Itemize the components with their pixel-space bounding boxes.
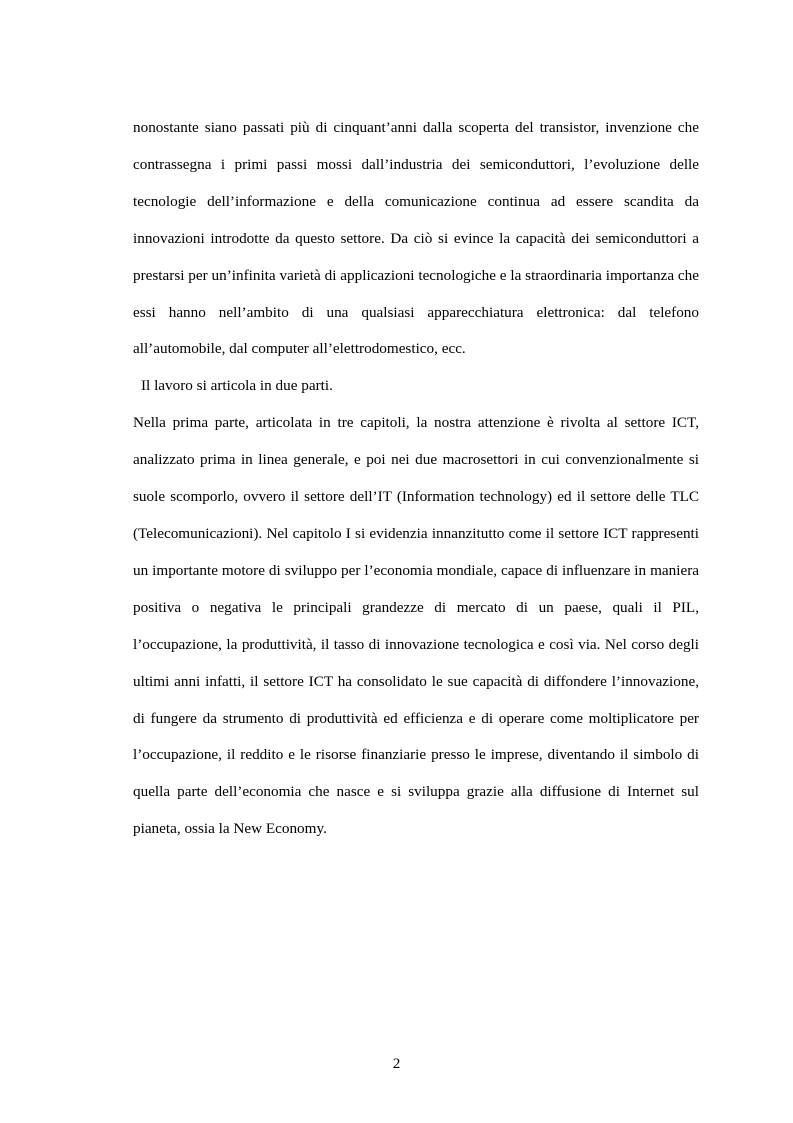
page-number: 2 [392,1055,401,1072]
paragraph-first-part: Nella prima parte, articolata in tre capitoli, la nostra attenzione è rivolta al settore ICT, analizzato prima in linea generale, e poi nei due macrosettori in cui convenzionalmente si suole scomporlo, ovvero il settore dell’IT (Information technology) ed il settore delle TLC (Telecomunicazioni). Nel capitolo I si evidenzia innanzitutto come il settore ICT rappresenti un importante motore di sviluppo per l’economia mondiale, capace di influenzare in maniera positiva o negativa le principali grandezze di mercato di un paese, quali il PIL, l’occupazione, la produttività, il tasso di innovazione tecnologica e così via. Nel corso degli ultimi anni infatti, il settore ICT ha consolidato le sue capacità di diffondere l’innovazione, di fungere da strumento di produttività ed efficienza e di operare come moltiplicatore per l’occupazione, il reddito e le risorse finanziarie presso le imprese, diventando il simbolo di quella parte dell’economia che nasce e si sviluppa grazie alla diffusione di Internet sul pianeta, ossia la New Economy. [133,414,699,838]
body-text [133,110,699,848]
paragraph-semiconductors: nonostante siano passati più di cinquant’anni dalla scoperta del transistor, invenzione che contrassegna i primi passi mossi dall’industria dei semiconduttori, l’evoluzione delle tecnologie dell’informazione e della comunicazione continua ad essere scandita da innovazioni introdotte da questo settore. Da ciò si evince la capacità dei semiconduttori a prestarsi per un’infinita varietà di applicazioni tecnologiche e la straordinaria importanza che essi hanno nell’ambito di una qualsiasi apparecchiatura elettronica: dal telefono all’automobile, dal computer all’elettrodomestico, ecc. [133,119,699,358]
paragraph-structure: Il lavoro si articola in due parti. [141,377,333,395]
